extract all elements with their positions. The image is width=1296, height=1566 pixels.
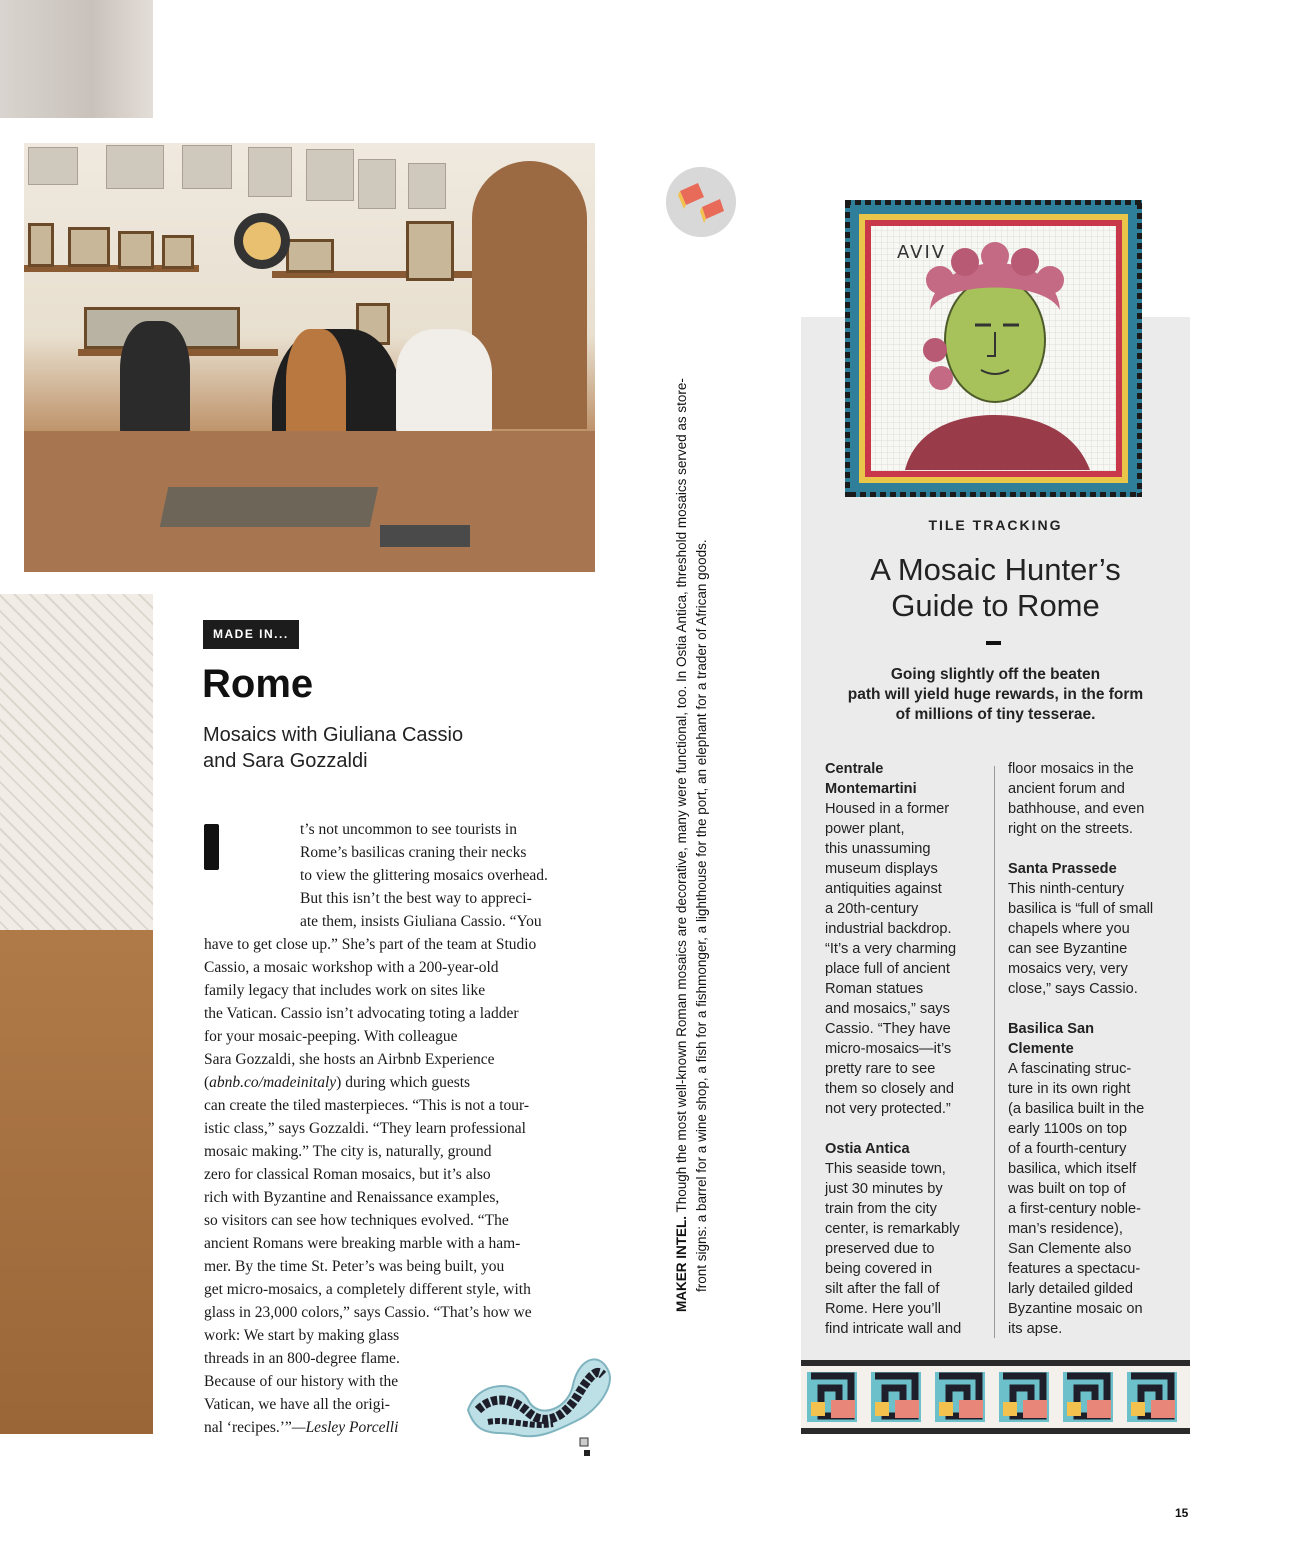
airbnb-link[interactable]: abnb.co/madeinitaly [209, 1074, 337, 1091]
sidebar-column-2: floor mosaics in the ancient forum and bathhouse, and even right on the streets. Santa Prassede This ninth-century basilica is “full of small chapels where you can see Byzantine mosaics very, very close,” says Cassio. Basilica San Clemente A fascinating struc- ture in its own right (a basilica built in the early 1100s on top of a fourth-century basilica, which itself was built on top of a first-century noble- man’s residence), San Clemente also features a spectacu- larly detailed gilded Byzantine mosaic on its apse. [1008, 761, 1154, 1337]
tile-badge-icon [666, 167, 736, 237]
mosaic-portrait-illustration [845, 200, 1142, 497]
article-body-indented: t’s not uncommon to see tourists in Rome’s basilicas craning their necks to view the glittering mosaics overhead. But this isn’t the best way to appreci- ate them, insists Giuliana Cassio. “You [300, 821, 548, 930]
tesserae-photo [0, 594, 153, 1434]
drop-cap [204, 824, 219, 870]
mosaic-snake-illustration [458, 1340, 618, 1460]
article-deck: Mosaics with Giuliana Cassio and Sara Gozzaldi [203, 724, 464, 772]
page-number: 15 [1175, 1506, 1189, 1520]
column-divider [994, 766, 995, 1338]
title-dash [986, 641, 1001, 645]
sidebar-title: A Mosaic Hunter’s Guide to Rome [870, 552, 1121, 623]
article-headline: Rome [202, 662, 314, 706]
portrait-inscription: AVIV [897, 242, 947, 263]
sidebar-dek: Going slightly off the beaten path will yield huge rewards, in the form of millions of tiny tesserae. [847, 666, 1144, 723]
workshop-photo [24, 143, 595, 572]
maker-intel-label: MAKER INTEL. [674, 1216, 689, 1312]
entry-heading: Santa Prassede [1008, 861, 1117, 877]
greek-key-border [801, 1360, 1190, 1434]
top-strip-photo [0, 0, 153, 118]
section-tag: MADE IN... [203, 620, 299, 649]
article-body: have to get close up.” She’s part of the team at Studio Cassio, a mosaic workshop with a 200-year-old family legacy that includes work on sites like the Vatican. Cassio isn’t advocating toting a ladder for your mosaic-peeping. With colleague Sara Gozzaldi, she hosts an Airbnb Experience (abnb.co/madeinitaly) during which guests can create the tiled masterpieces. “This is not a tour- istic class,” says Gozzaldi. “They learn professional mosaic making.” The city is, naturally, ground zero for classical Roman mosaics, but it’s also rich with Byzantine and Renaissance examples, so visitors can see how techniques evolved. “The ancient Romans were breaking marble with a ham- mer. By the time St. Peter’s was being built, you get micro-mosaics, a completely different style, with glass in 23,000 colors,” says Cassio. “That’s how we work: We start by making glass threads in an 800-degree flame. Because of our history with the Vatican, we have all the origi- nal ‘recipes.’”—Lesley Porcelli [204, 936, 537, 1436]
byline: —Lesley Porcelli [291, 1419, 399, 1436]
entry-heading: Basilica San [1008, 1021, 1094, 1037]
maker-intel-caption: MAKER INTEL. Though the most well-known Roman mosaics are decorative, many were functional, too. In Ostia Antica, threshold mosaics served as store- front signs: a barrel for a wine shop, a fish for a fishmonger, a lighthouse for the port, an elephant for a trader of African goods. [674, 378, 709, 1312]
sidebar-kicker: TILE TRACKING [928, 517, 1063, 533]
entry-heading: Ostia Antica [825, 1141, 910, 1157]
entry-heading: Centrale [825, 761, 884, 777]
sidebar-column-1: Centrale Montemartini Housed in a former power plant, this unassuming museum displays antiquities against a 20th-century industrial backdrop. “It’s a very charming place full of ancient Roman statues and mosaics,” says Cassio. “They have micro-mosaics—it’s pretty rare to see them so closely and not very protected.” Ostia Antica This seaside town, just 30 minutes by train from the city center, is remarkably preserved due to being covered in silt after the fall of Rome. Here you’ll find intricate wall and [825, 761, 962, 1337]
